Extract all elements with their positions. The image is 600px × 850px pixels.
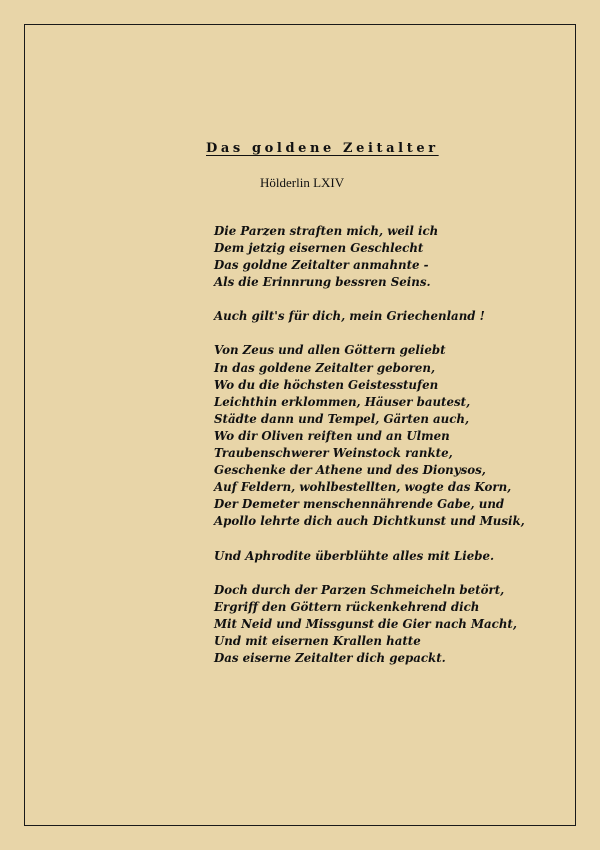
- poem-line: Ergriff den Göttern rückenkehrend dich: [214, 599, 480, 614]
- poem-line: Leichthin erklommen, Häuser bautest,: [214, 394, 471, 409]
- poem-line: Der Demeter menschennährende Gabe, und: [214, 497, 505, 512]
- poem-line: Apollo lehrte dich auch Dichtkunst und Musik,: [214, 514, 525, 529]
- poem-line: Geschenke der Athene und des Dionysos,: [214, 463, 486, 478]
- poem-line: Mit Neid und Missgunst die Gier nach Macht,: [214, 616, 517, 631]
- poem-line: Und Aphrodite überblühte alles mit Liebe.: [214, 548, 495, 563]
- poem-title: Das goldene Zeitalter: [206, 141, 439, 156]
- poem-line: In das goldene Zeitalter geboren,: [214, 360, 436, 375]
- stanza-3: [214, 342, 544, 530]
- poem-line: Auch gilt's für dich, mein Griechenland !: [214, 309, 485, 324]
- poem-line: Das eiserne Zeitalter dich gepackt.: [214, 650, 446, 665]
- stanza-2: [214, 308, 544, 325]
- stanza-4: [214, 548, 544, 565]
- poem-line: Und mit eisernen Krallen hatte: [214, 633, 421, 648]
- poem-line: Als die Erinnrung bessren Seins.: [214, 275, 431, 290]
- poem-line: Die Parzen straften mich, weil ich: [214, 224, 439, 238]
- stanza-1: [214, 223, 544, 291]
- poem-line: Auf Feldern, wohlbestellten, wogte das Korn,: [214, 480, 512, 495]
- poem-author: Hölderlin LXIV: [260, 175, 345, 190]
- poem-line: Doch durch der Parzen Schmeicheln betört,: [214, 582, 505, 597]
- poem-line: Dem jetzig eisernen Geschlecht: [214, 241, 424, 256]
- stanza-5: [214, 582, 544, 667]
- poem-line: Städte dann und Tempel, Gärten auch,: [214, 411, 470, 426]
- poem-body: [214, 223, 544, 684]
- poem-line: Traubenschwerer Weinstock rankte,: [214, 446, 453, 461]
- poem-line: Wo du die höchsten Geistesstufen: [214, 377, 439, 392]
- poem-line: Wo dir Oliven reiften und an Ulmen: [214, 428, 450, 443]
- poem-line: Das goldne Zeitalter anmahnte -: [214, 258, 429, 273]
- poem-line: Von Zeus und allen Göttern geliebt: [214, 343, 446, 358]
